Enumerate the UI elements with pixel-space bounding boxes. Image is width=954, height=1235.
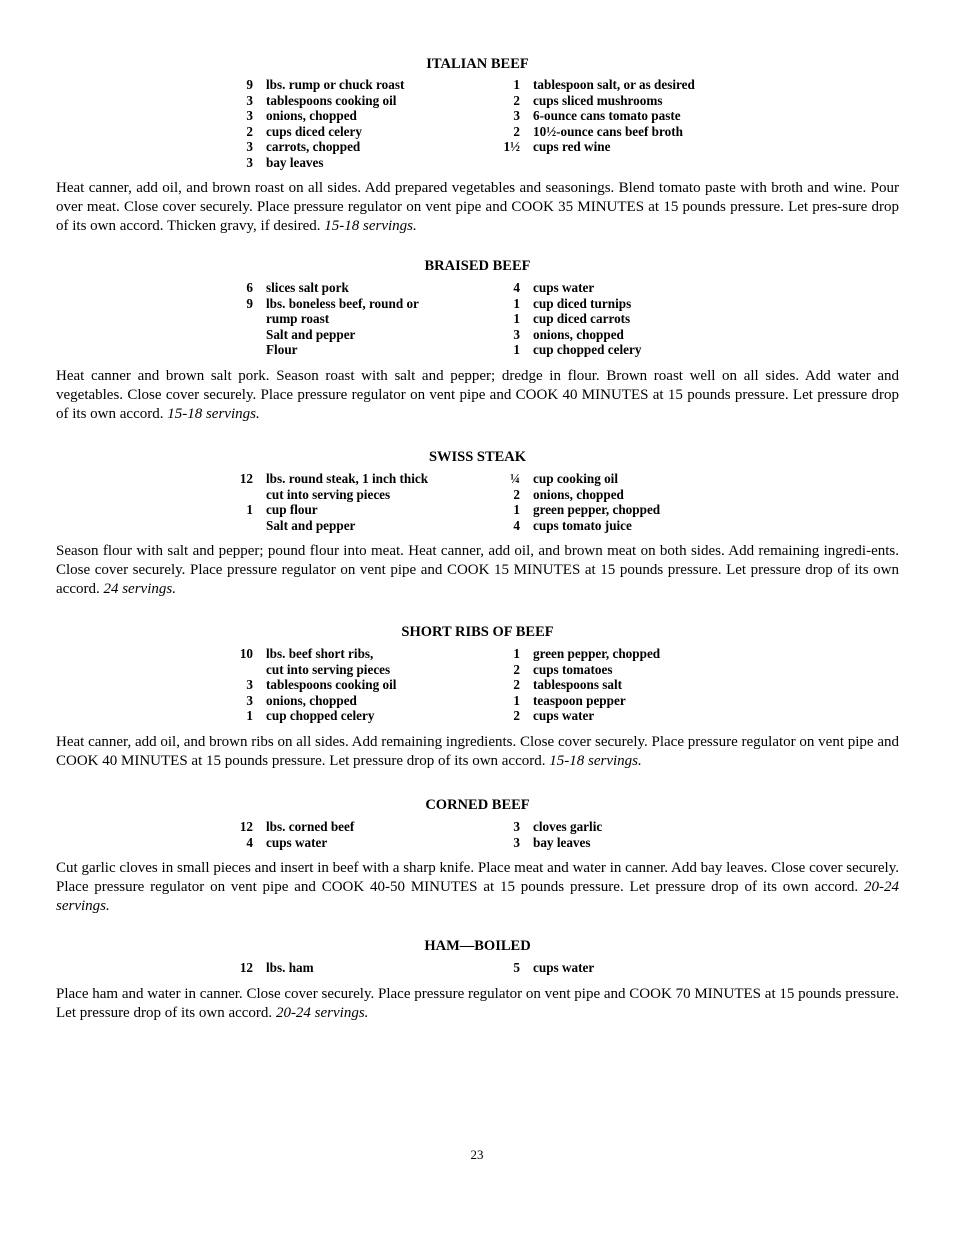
ingredient-quantity: 6 bbox=[246, 280, 253, 295]
ingredient-row bbox=[56, 693, 899, 709]
ingredient-name: 10½-ounce cans beef broth bbox=[533, 123, 683, 139]
ingredient-name: tablespoons cooking oil bbox=[266, 92, 397, 108]
ingredient-quantity: ¼ bbox=[510, 471, 520, 486]
servings-note: 15-18 servings. bbox=[549, 752, 642, 769]
ingredient-quantity: 1 bbox=[513, 295, 520, 311]
ingredient-row bbox=[56, 819, 899, 835]
ingredient-name: bay leaves bbox=[266, 154, 324, 170]
ingredient-quantity: 2 bbox=[513, 677, 520, 692]
ingredient-name: cups water bbox=[533, 960, 595, 975]
ingredient-quantity: 4 bbox=[513, 280, 520, 295]
servings-note: 15-18 servings. bbox=[167, 405, 260, 422]
ingredient-quantity: 3 bbox=[246, 154, 253, 170]
ingredient-name: lbs. rump or chuck roast bbox=[266, 77, 405, 92]
ingredient-row bbox=[56, 139, 899, 155]
ingredient-quantity: 9 bbox=[246, 77, 253, 92]
ingredient-quantity: 5 bbox=[513, 960, 520, 975]
recipe-block bbox=[56, 256, 899, 424]
ingredient-quantity: 4 bbox=[513, 517, 520, 533]
recipe-block bbox=[56, 622, 899, 771]
ingredient-name: 6-ounce cans tomato paste bbox=[533, 108, 681, 123]
ingredient-row bbox=[56, 677, 899, 693]
ingredient-name: teaspoon pepper bbox=[533, 692, 626, 708]
ingredient-quantity: 1 bbox=[513, 342, 520, 357]
ingredient-quantity: 3 bbox=[513, 108, 520, 123]
ingredient-name: cups tomato juice bbox=[533, 517, 632, 533]
ingredient-list bbox=[56, 471, 899, 533]
ingredient-name: cut into serving pieces bbox=[266, 661, 391, 677]
ingredient-row bbox=[56, 835, 899, 851]
ingredient-row bbox=[56, 646, 899, 662]
ingredient-quantity: 1 bbox=[246, 502, 253, 517]
recipe-block bbox=[56, 936, 899, 1023]
ingredient-name: cups tomatoes bbox=[533, 661, 613, 677]
ingredient-name: cups water bbox=[533, 708, 595, 723]
ingredient-quantity: 9 bbox=[246, 295, 253, 311]
ingredient-row bbox=[56, 280, 899, 296]
ingredient-row bbox=[56, 311, 899, 327]
ingredient-name: lbs. beef short ribs, bbox=[266, 646, 374, 661]
ingredient-name: lbs. round steak, 1 inch thick bbox=[266, 471, 429, 486]
ingredient-name: green pepper, chopped bbox=[533, 502, 661, 517]
ingredient-row bbox=[56, 108, 899, 124]
ingredient-list bbox=[56, 960, 899, 976]
ingredient-quantity: 1 bbox=[513, 311, 520, 326]
ingredient-quantity: 2 bbox=[513, 92, 520, 108]
ingredient-row bbox=[56, 155, 899, 171]
ingredient-quantity: 3 bbox=[513, 326, 520, 342]
ingredient-row bbox=[56, 342, 899, 358]
servings-note: 15-18 servings. bbox=[324, 218, 417, 234]
method-text: Heat canner, add oil, and brown roast on all sides. Add prepared vegetables and seasonings. Blend tomato paste with broth and wine. Pour over meat. Close cover securely. Place pressure regulator on vent pipe and COOK 35 MINUTES at 15 pounds pressure. Let pres-sure drop of its own accord. Thicken gravy, if desired. bbox=[56, 180, 899, 234]
method-text: Season flour with salt and pepper; pound flour into meat. Heat canner, add oil, and brown meat on both sides. Add remaining ingredi-ents. Close cover securely. Place pressure regulator on vent pipe and COOK 15 MINUTES at 15 pounds pressure. Let pressure drop of its own accord. bbox=[56, 543, 899, 597]
recipe-title: CORNED BEEF bbox=[425, 797, 530, 813]
ingredient-name: Flour bbox=[266, 342, 298, 357]
ingredient-quantity: 2 bbox=[246, 123, 253, 139]
ingredient-name: bay leaves bbox=[533, 834, 591, 850]
ingredient-row bbox=[56, 471, 899, 487]
ingredient-name: onions, chopped bbox=[533, 326, 624, 342]
ingredient-quantity: 10 bbox=[239, 646, 253, 661]
ingredient-name: cups water bbox=[533, 280, 595, 295]
ingredient-quantity: 3 bbox=[246, 692, 253, 708]
ingredient-row bbox=[56, 960, 899, 976]
recipe-title: SWISS STEAK bbox=[428, 449, 527, 465]
recipe-title: BRAISED BEEF bbox=[424, 258, 531, 274]
ingredient-row bbox=[56, 93, 899, 109]
ingredient-name: cups sliced mushrooms bbox=[533, 92, 663, 108]
ingredient-name: Salt and pepper bbox=[266, 517, 356, 533]
recipe-block bbox=[56, 54, 899, 236]
ingredient-quantity: 12 bbox=[239, 471, 253, 486]
ingredient-name: cup flour bbox=[266, 502, 318, 517]
ingredient-quantity: 2 bbox=[513, 661, 520, 677]
recipe-title: SHORT RIBS OF BEEF bbox=[401, 624, 554, 640]
ingredient-name: cut into serving pieces bbox=[266, 486, 391, 502]
ingredient-row bbox=[56, 708, 899, 724]
servings-note: 24 servings. bbox=[103, 581, 176, 597]
ingredient-name: cup diced carrots bbox=[533, 311, 631, 326]
ingredient-quantity: 1 bbox=[513, 692, 520, 708]
ingredient-name: green pepper, chopped bbox=[533, 646, 661, 661]
ingredient-name: lbs. boneless beef, round or bbox=[266, 295, 419, 311]
method-text: Heat canner and brown salt pork. Season roast with salt and pepper; dredge in flour. Brown roast well on all sides. Add water and vegetables. Close cover securely. Place pressure regulator on vent pipe and COOK 40 MINUTES at 15 pounds pressure. Let pressure drop of its own accord. bbox=[56, 367, 899, 422]
ingredient-name: cup diced turnips bbox=[533, 295, 632, 311]
recipe-method bbox=[56, 733, 899, 771]
ingredient-name: cups diced celery bbox=[266, 123, 362, 139]
ingredient-name: rump roast bbox=[266, 311, 330, 326]
ingredient-name: onions, chopped bbox=[266, 692, 357, 708]
ingredient-quantity: 2 bbox=[513, 123, 520, 139]
recipe-title: ITALIAN BEEF bbox=[426, 56, 529, 72]
recipe-block bbox=[56, 795, 899, 916]
ingredient-quantity: 1 bbox=[513, 77, 520, 92]
ingredient-quantity: 1 bbox=[246, 708, 253, 723]
ingredient-quantity: 2 bbox=[513, 486, 520, 502]
ingredient-name: tablespoon salt, or as desired bbox=[533, 77, 695, 92]
recipe-method bbox=[56, 179, 899, 236]
ingredient-name: slices salt pork bbox=[266, 280, 349, 295]
ingredient-name: onions, chopped bbox=[533, 486, 624, 502]
ingredient-name: lbs. corned beef bbox=[266, 819, 355, 834]
ingredient-row bbox=[56, 662, 899, 678]
ingredient-name: carrots, chopped bbox=[266, 139, 361, 154]
ingredient-name: lbs. ham bbox=[266, 960, 314, 975]
ingredient-name: cup chopped celery bbox=[533, 342, 642, 357]
ingredient-quantity: 3 bbox=[246, 139, 253, 154]
ingredient-quantity: 3 bbox=[513, 819, 520, 834]
ingredient-list bbox=[56, 77, 899, 170]
ingredient-name: cups red wine bbox=[533, 139, 611, 154]
ingredient-quantity: 12 bbox=[239, 819, 253, 834]
recipe-method bbox=[56, 859, 899, 916]
ingredient-row bbox=[56, 487, 899, 503]
ingredient-quantity: 3 bbox=[246, 677, 253, 692]
ingredient-quantity: 2 bbox=[513, 708, 520, 723]
ingredient-name: cloves garlic bbox=[533, 819, 603, 834]
ingredient-name: tablespoons salt bbox=[533, 677, 623, 692]
method-text: Place ham and water in canner. Close cover securely. Place pressure regulator on vent pipe and COOK 70 MINUTES at 15 pounds pressure. Let pressure drop of its own accord. bbox=[56, 985, 899, 1021]
recipe-title: HAM—BOILED bbox=[424, 938, 531, 954]
ingredient-name: onions, chopped bbox=[266, 108, 357, 123]
page-number: 23 bbox=[470, 1147, 484, 1162]
ingredient-list bbox=[56, 280, 899, 358]
recipe-block bbox=[56, 447, 899, 599]
ingredient-name: tablespoons cooking oil bbox=[266, 677, 397, 692]
ingredient-name: cup cooking oil bbox=[533, 471, 619, 486]
ingredient-quantity: 1 bbox=[513, 646, 520, 661]
ingredient-row bbox=[56, 502, 899, 518]
recipe-method bbox=[56, 985, 899, 1023]
ingredient-quantity: 4 bbox=[246, 834, 253, 850]
recipe-method bbox=[56, 542, 899, 599]
recipe-method bbox=[56, 367, 899, 424]
ingredient-quantity: 3 bbox=[246, 92, 253, 108]
ingredient-name: cups water bbox=[266, 834, 328, 850]
ingredient-row bbox=[56, 296, 899, 312]
ingredient-list bbox=[56, 646, 899, 724]
ingredient-row bbox=[56, 124, 899, 140]
ingredient-list bbox=[56, 819, 899, 850]
ingredient-row bbox=[56, 77, 899, 93]
ingredient-quantity: 3 bbox=[513, 834, 520, 850]
servings-note: 20-24 servings. bbox=[275, 1004, 369, 1021]
servings-note: 20-24 servings. bbox=[56, 879, 899, 914]
ingredient-name: cup chopped celery bbox=[266, 708, 375, 723]
ingredient-quantity: 1½ bbox=[503, 139, 520, 154]
ingredient-quantity: 3 bbox=[246, 108, 253, 123]
method-text: Cut garlic cloves in small pieces and insert in beef with a sharp knife. Place meat and water in canner. Add bay leaves. Close cover securely. Place pressure regulator on vent pipe and COOK 40-50 MINUTES at 15 pounds pressure. Let pressure drop of its own accord. bbox=[56, 860, 899, 895]
ingredient-quantity: 12 bbox=[239, 960, 253, 975]
ingredient-row bbox=[56, 327, 899, 343]
ingredient-quantity: 1 bbox=[513, 502, 520, 517]
ingredient-name: Salt and pepper bbox=[266, 326, 356, 342]
ingredient-row bbox=[56, 518, 899, 534]
method-text: Heat canner, add oil, and brown ribs on all sides. Add remaining ingredients. Close cover securely. Place pressure regulator on vent pipe and COOK 40 MINUTES at 15 pounds pressure. Let pressure drop of its own accord. bbox=[56, 733, 899, 769]
